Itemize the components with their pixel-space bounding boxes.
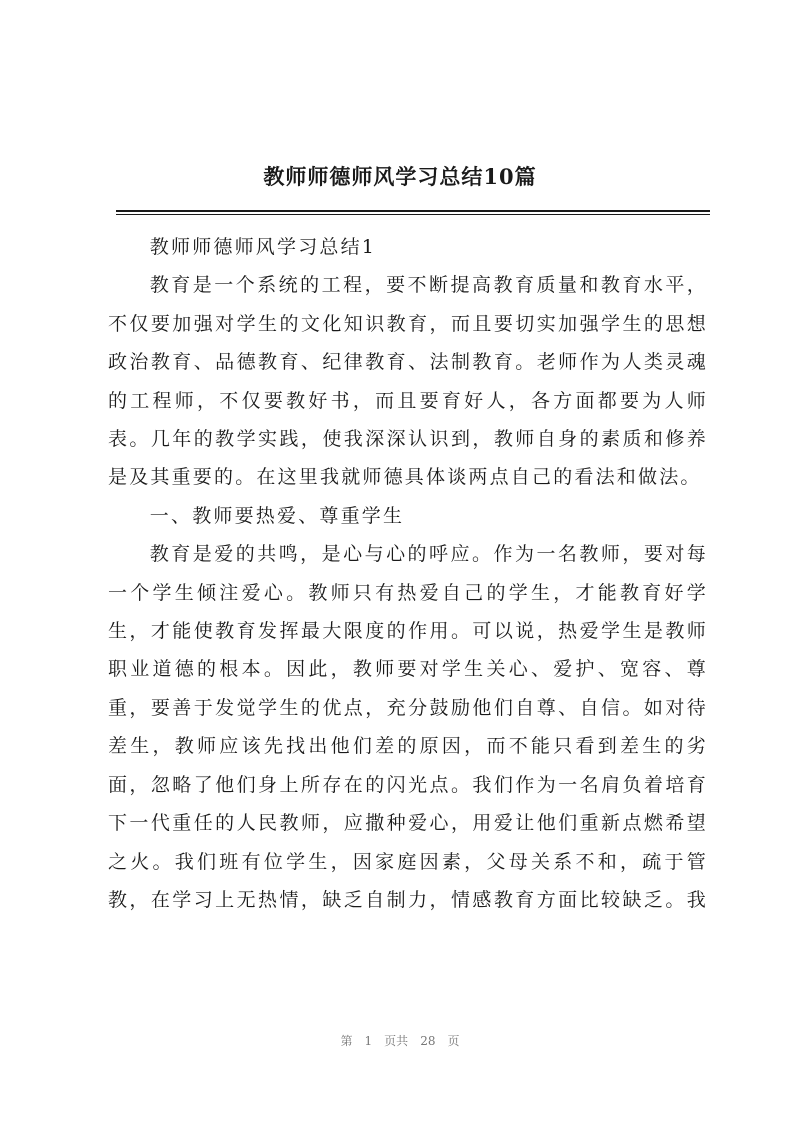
subsection-heading: 一、教师要热爱、尊重学生 [149, 504, 405, 527]
title-divider [116, 210, 710, 212]
body-paragraph: 教育是爱的共鸣，是心与心的呼应。作为一名教师，要对每一个学生倾注爱心。教师只有热爱自己的学生，才能教育好学生，才能使教育发挥最大限度的作用。可以说，热爱学生是教师职业道德的根本。因此，教师要对学生关心、爱护、宽容、尊重，要善于发觉学生的优点，充分鼓励他们自尊、自信。如对待差生，教师应该先找出他们差的原因，而不能只看到差生的劣面，忽略了他们身上所存在的闪光点。我们作为一名肩负着培育下一代重任的人民教师，应撒种爱心，用爱让他们重新点燃希望之火。我们班有位学生，因家庭因素，父母关系不和，疏于管教，在学习上无热情，缺乏自制力，情感教育方面比较缺乏。我 [108, 543, 708, 911]
section-heading: 教师师德师风学习总结1 [149, 236, 377, 258]
document-body [108, 228, 708, 919]
body-paragraph: 教育是一个系统的工程，要不断提高教育质量和教育水平，不仅要加强对学生的文化知识教育，而且要切实加强学生的思想政治教育、品德教育、纪律教育、法制教育。老师作为人类灵魂的工程师，不仅要教好书，而且要育好人，各方面都要为人师表。几年的教学实践，使我深深认识到，教师自身的素质和修养是及其重要的。在这里我就师德具体谈两点自己的看法和做法。 [108, 274, 708, 489]
footer-prefix: 第 [340, 1034, 353, 1048]
page-footer [0, 1032, 800, 1049]
footer-total-pages: 28 [420, 1034, 436, 1048]
footer-middle: 页共 [384, 1034, 409, 1048]
footer-page-number: 1 [364, 1034, 373, 1048]
page-title: 教师师德师风学习总结10篇 [263, 164, 537, 189]
footer-suffix: 页 [447, 1034, 460, 1048]
title-divider-thin [116, 214, 710, 215]
